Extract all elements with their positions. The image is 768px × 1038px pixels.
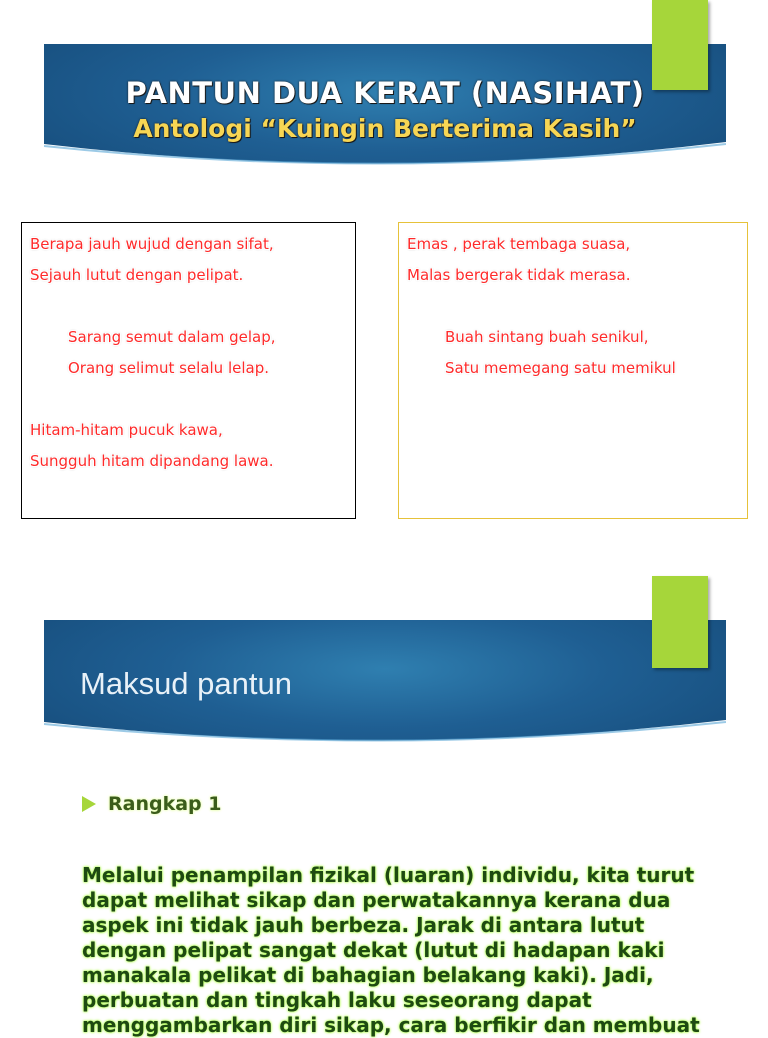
slide1-accent-bar bbox=[652, 0, 708, 90]
slide2-title-banner bbox=[44, 620, 726, 760]
slide1-subtitle: Antologi “Kuingin Berterima Kasih” bbox=[133, 114, 637, 143]
left-verse-box bbox=[21, 222, 356, 519]
verse-line: Hitam-hitam pucuk kawa, bbox=[30, 421, 223, 439]
verse-line: Sejauh lutut dengan pelipat. bbox=[30, 266, 244, 284]
explanation-paragraph: Melalui penampilan fizikal (luaran) individu, kita turut dapat melihat sikap dan perwatakannya kerana dua aspek ini tidak jauh berbeza. Jarak di antara lutut dengan pelipat sangat dekat (lutut di hadapan kaki manakala pelikat di bahagian belakang kaki). Jadi, perbuatan dan tingkah laku seseorang dapat menggambarkan diri sikap, cara berfikir dan membuat bbox=[82, 863, 700, 1037]
right-verse-box bbox=[398, 222, 748, 519]
bullet-rangkap bbox=[82, 793, 221, 815]
banner-wave bbox=[44, 704, 726, 760]
bullet-label: Rangkap 1 bbox=[108, 793, 222, 815]
slide1-title-banner bbox=[44, 44, 726, 184]
verse-line: Buah sintang buah senikul, bbox=[445, 328, 649, 346]
verse-line: Sarang semut dalam gelap, bbox=[68, 328, 276, 346]
verse-line: Satu memegang satu memikul bbox=[445, 359, 676, 377]
verse-line: Berapa jauh wujud dengan sifat, bbox=[30, 235, 274, 253]
verse-line: Sungguh hitam dipandang lawa. bbox=[30, 452, 274, 470]
verse-line: Malas bergerak tidak merasa. bbox=[407, 266, 631, 284]
verse-line: Emas , perak tembaga suasa, bbox=[407, 235, 631, 253]
slide2-accent-bar bbox=[652, 576, 708, 668]
slide1-title: PANTUN DUA KERAT (NASIHAT) bbox=[125, 76, 645, 110]
triangle-bullet-icon bbox=[82, 796, 96, 812]
verse-line: Orang selimut selalu lelap. bbox=[68, 359, 269, 377]
slide2-title: Maksud pantun bbox=[80, 666, 292, 701]
